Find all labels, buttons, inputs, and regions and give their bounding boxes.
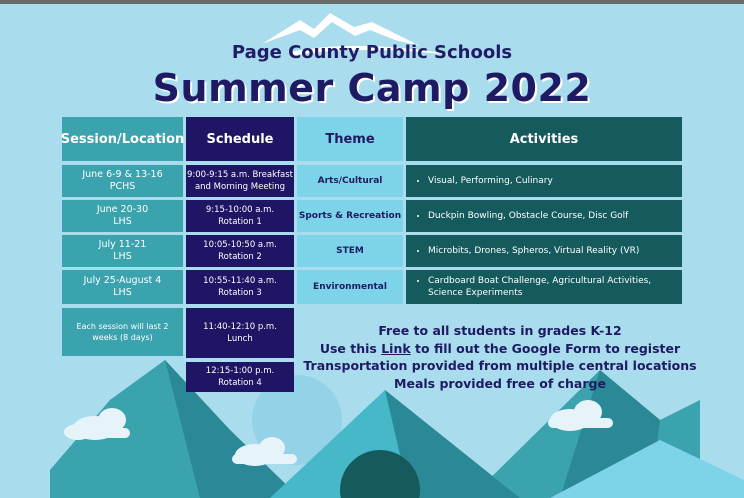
info-transportation: Transportation provided from multiple central locations: [303, 358, 697, 373]
schedule-time: 9:00-9:15 a.m. Breakfast: [186, 170, 293, 180]
session-dates: July 11-21: [98, 239, 147, 250]
schedule-label: and Morning Meeting: [194, 182, 286, 192]
schedule-cell: [186, 308, 294, 358]
schedule-label: Rotation 4: [218, 378, 262, 388]
schedule-cell: [186, 270, 294, 304]
schedule-time: 9:15-10:00 a.m.: [205, 205, 275, 215]
schedule-cell: [186, 362, 294, 392]
session-cell: [62, 165, 183, 197]
header-theme: Theme: [297, 117, 403, 161]
schedule-cell: [186, 165, 294, 197]
info-register: [300, 340, 700, 358]
theme-cell: Arts/Cultural: [297, 165, 403, 197]
info-meals: Meals provided free of charge: [394, 375, 606, 391]
header-session-location: Session/Location: [62, 117, 183, 161]
session-note-text: Each session will last 2 weeks (8 days): [76, 322, 169, 342]
activity-item: • Duckpin Bowling, Obstacle Course, Disc Golf: [428, 210, 628, 222]
schedule-cell: [186, 200, 294, 232]
theme-cell: Environmental: [297, 270, 403, 304]
schedule-cell: [186, 235, 294, 267]
header-schedule: Schedule: [186, 117, 294, 161]
activities-cell: [406, 165, 682, 197]
theme-cell: Sports & Recreation: [297, 200, 403, 232]
session-cell: [62, 270, 183, 304]
district-name: Page County Public Schools: [231, 42, 513, 63]
schedule-time: 11:40-12:10 p.m.: [203, 322, 277, 332]
activities-cell: [406, 200, 682, 232]
cloud-left-icon: [64, 408, 130, 440]
info-register-suffix: to fill out the Google Form to register: [410, 340, 681, 356]
schedule-label: Rotation 2: [218, 252, 262, 262]
session-location: LHS: [113, 287, 132, 298]
session-note: [62, 308, 183, 356]
session-cell: [62, 200, 183, 232]
session-location: PCHS: [109, 181, 136, 192]
register-link[interactable]: Link: [381, 340, 411, 356]
activity-item: • Microbits, Drones, Spheros, Virtual Reality (VR): [428, 245, 639, 257]
session-dates: June 6-9 & 13-16: [82, 169, 163, 180]
activities-cell: [406, 270, 682, 304]
header-activities: Activities: [406, 117, 682, 161]
schedule-time: 12:15-1:00 p.m.: [205, 366, 275, 376]
schedule-time: 10:55-11:40 a.m.: [203, 276, 277, 286]
schedule-label: Rotation 1: [218, 217, 262, 227]
schedule-label: Lunch: [227, 334, 253, 344]
schedule-time: 10:05-10:50 a.m.: [203, 240, 277, 250]
info-free: Free to all students in grades K-12: [378, 323, 622, 338]
session-cell: [62, 235, 183, 267]
session-location: LHS: [113, 216, 132, 227]
info-register-prefix: Use this: [319, 340, 382, 356]
activities-cell: [406, 235, 682, 267]
info-block: [300, 322, 700, 392]
activity-item: • Cardboard Boat Challenge, Agricultural Activities, Science Experiments: [428, 275, 658, 299]
page-title: Summer Camp 2022: [152, 66, 592, 110]
session-dates: June 20-30: [96, 204, 149, 215]
session-dates: July 25-August 4: [83, 275, 162, 286]
activity-item: • Visual, Performing, Culinary: [428, 175, 553, 187]
schedule-label: Rotation 3: [218, 288, 262, 298]
theme-cell: STEM: [297, 235, 403, 267]
session-location: LHS: [113, 251, 132, 262]
